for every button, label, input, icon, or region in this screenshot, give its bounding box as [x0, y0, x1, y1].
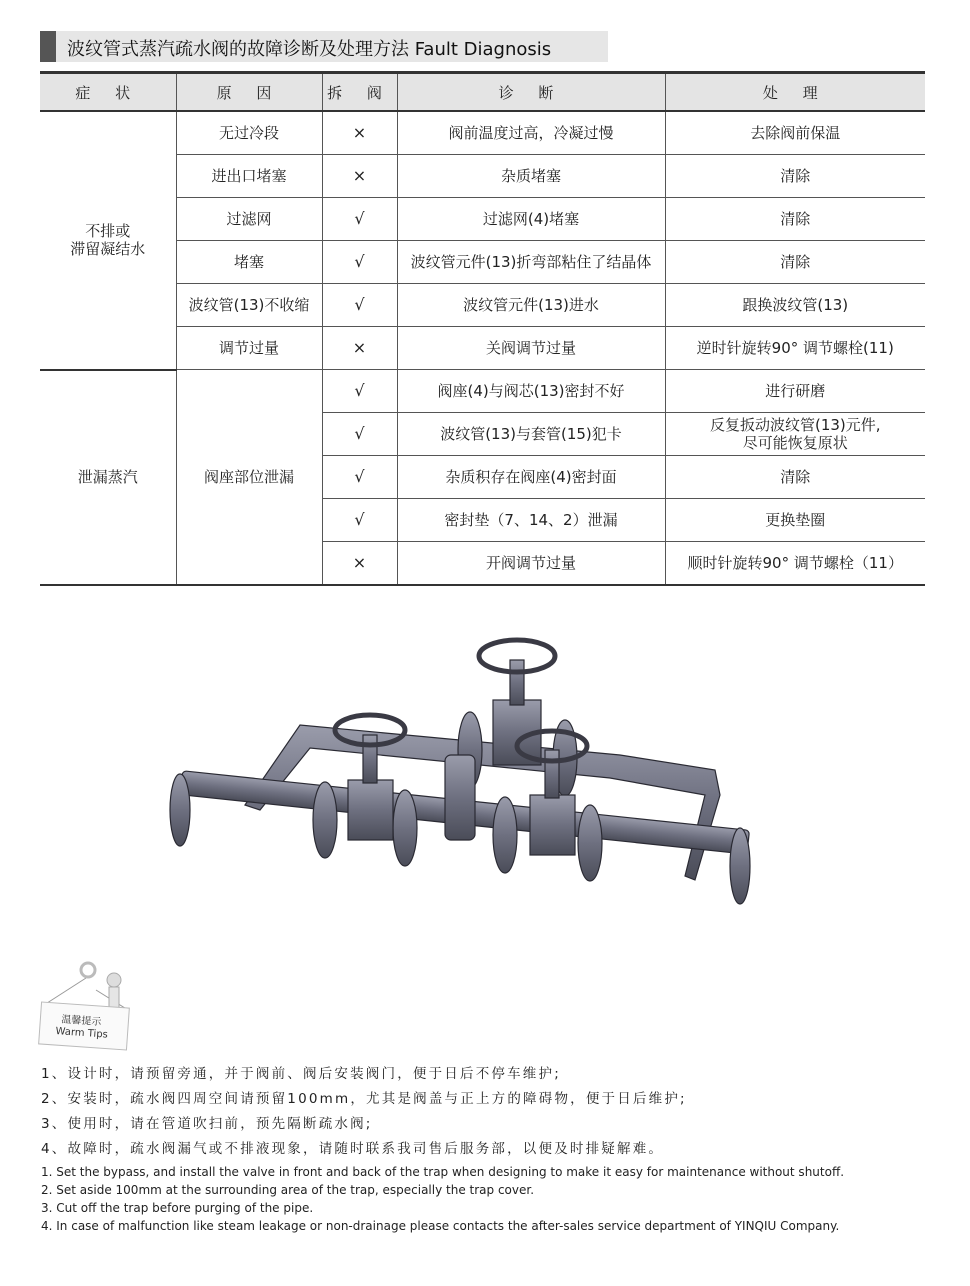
tip-en-3: 3. Cut off the trap before purging of the pipe.: [41, 1201, 314, 1215]
diagnosis-cell: 过滤网(4)堵塞: [397, 198, 665, 241]
tip-cn-4: 4、故障时，疏水阀漏气或不排液现象，请随时联系我司售后服务部，以便及时排疑解难。: [41, 1141, 665, 1157]
treatment-cell: 清除: [665, 155, 925, 198]
cause-cell: 调节过量: [176, 327, 322, 370]
cause-cell: 波纹管(13)不收缩: [176, 284, 322, 327]
diagnosis-cell: 关阀调节过量: [397, 327, 665, 370]
header-diagnosis: 诊 断: [397, 73, 665, 112]
treatment-cell: 清除: [665, 456, 925, 499]
cause-cell: 阀座部位泄漏: [176, 370, 322, 586]
header-disassemble: 拆 阀: [322, 73, 397, 112]
tips-chinese: [41, 1062, 687, 1162]
diagnosis-cell: 阀前温度过高，冷凝过慢: [397, 111, 665, 155]
table-row: [40, 111, 925, 155]
diagnosis-cell: 波纹管元件(13)折弯部粘住了结晶体: [397, 241, 665, 284]
table-row: [40, 370, 925, 413]
tip-cn-2: 2、安装时，疏水阀四周空间请预留100mm，尤其是阀盖与正上方的障碍物，便于日后维护;: [41, 1091, 687, 1107]
diagnosis-cell: 杂质堵塞: [397, 155, 665, 198]
disassemble-mark: √: [322, 241, 397, 284]
cause-cell: 过滤网: [176, 198, 322, 241]
section-title-text: 波纹管式蒸汽疏水阀的故障诊断及处理方法 Fault Diagnosis: [67, 39, 552, 60]
tip-cn-3: 3、使用时，请在管道吹扫前，预先隔断疏水阀;: [41, 1116, 373, 1132]
symptom-cell: 不排或 滞留凝结水: [40, 111, 176, 370]
disassemble-mark: √: [322, 456, 397, 499]
cause-cell: 堵塞: [176, 241, 322, 284]
diagnosis-cell: 波纹管元件(13)进水: [397, 284, 665, 327]
tip-en-4: 4. In case of malfunction like steam leakage or non-drainage please contacts the after-sales service department of YINQIU Company.: [41, 1219, 840, 1233]
disassemble-mark: ×: [322, 327, 397, 370]
treatment-cell: 去除阀前保温: [665, 111, 925, 155]
section-title: [40, 31, 608, 62]
diagnosis-cell: 杂质积存在阀座(4)密封面: [397, 456, 665, 499]
disassemble-mark: √: [322, 370, 397, 413]
disassemble-mark: ×: [322, 542, 397, 586]
tip-cn-1: 1、设计时，请预留旁通，并于阀前、阀后安装阀门，便于日后不停车维护;: [41, 1066, 561, 1082]
header-treatment: 处 理: [665, 73, 925, 112]
cause-cell: 无过冷段: [176, 111, 322, 155]
svg-text:Warm Tips: Warm Tips: [55, 1026, 109, 1041]
tip-en-1: 1. Set the bypass, and install the valve in front and back of the trap when designing to make it easy for maintenance without shutoff.: [41, 1165, 845, 1179]
symptom-cell: 泄漏蒸汽: [40, 370, 176, 586]
tip-en-2: 2. Set aside 100mm at the surrounding area of the trap, especially the trap cover.: [41, 1183, 535, 1197]
disassemble-mark: ×: [322, 155, 397, 198]
header-symptom: 症 状: [40, 73, 176, 112]
diagnosis-cell: 阀座(4)与阀芯(13)密封不好: [397, 370, 665, 413]
title-marker: [40, 31, 56, 62]
treatment-cell: 清除: [665, 198, 925, 241]
diagnosis-cell: 波纹管(13)与套管(15)犯卡: [397, 413, 665, 456]
tips-english: [41, 1163, 844, 1235]
disassemble-mark: √: [322, 499, 397, 542]
cause-cell: 进出口堵塞: [176, 155, 322, 198]
treatment-cell: 更换垫圈: [665, 499, 925, 542]
diagnosis-cell: 密封垫（7、14、2）泄漏: [397, 499, 665, 542]
header-cause: 原 因: [176, 73, 322, 112]
disassemble-mark: √: [322, 413, 397, 456]
treatment-cell: 清除: [665, 241, 925, 284]
valve-assembly-drawing: [160, 630, 760, 920]
disassemble-mark: √: [322, 198, 397, 241]
treatment-cell: 反复扳动波纹管(13)元件, 尽可能恢复原状: [665, 413, 925, 456]
disassemble-mark: √: [322, 284, 397, 327]
diagnosis-cell: 开阀调节过量: [397, 542, 665, 586]
warm-tips-logo: [36, 950, 136, 1055]
treatment-cell: 跟换波纹管(13): [665, 284, 925, 327]
treatment-cell: 顺时针旋转90° 调节螺栓（11）: [665, 542, 925, 586]
svg-text:温馨提示: 温馨提示: [60, 1014, 102, 1029]
treatment-cell: 进行研磨: [665, 370, 925, 413]
fault-diagnosis-table: [40, 71, 925, 586]
treatment-cell: 逆时针旋转90° 调节螺栓(11): [665, 327, 925, 370]
disassemble-mark: ×: [322, 111, 397, 155]
